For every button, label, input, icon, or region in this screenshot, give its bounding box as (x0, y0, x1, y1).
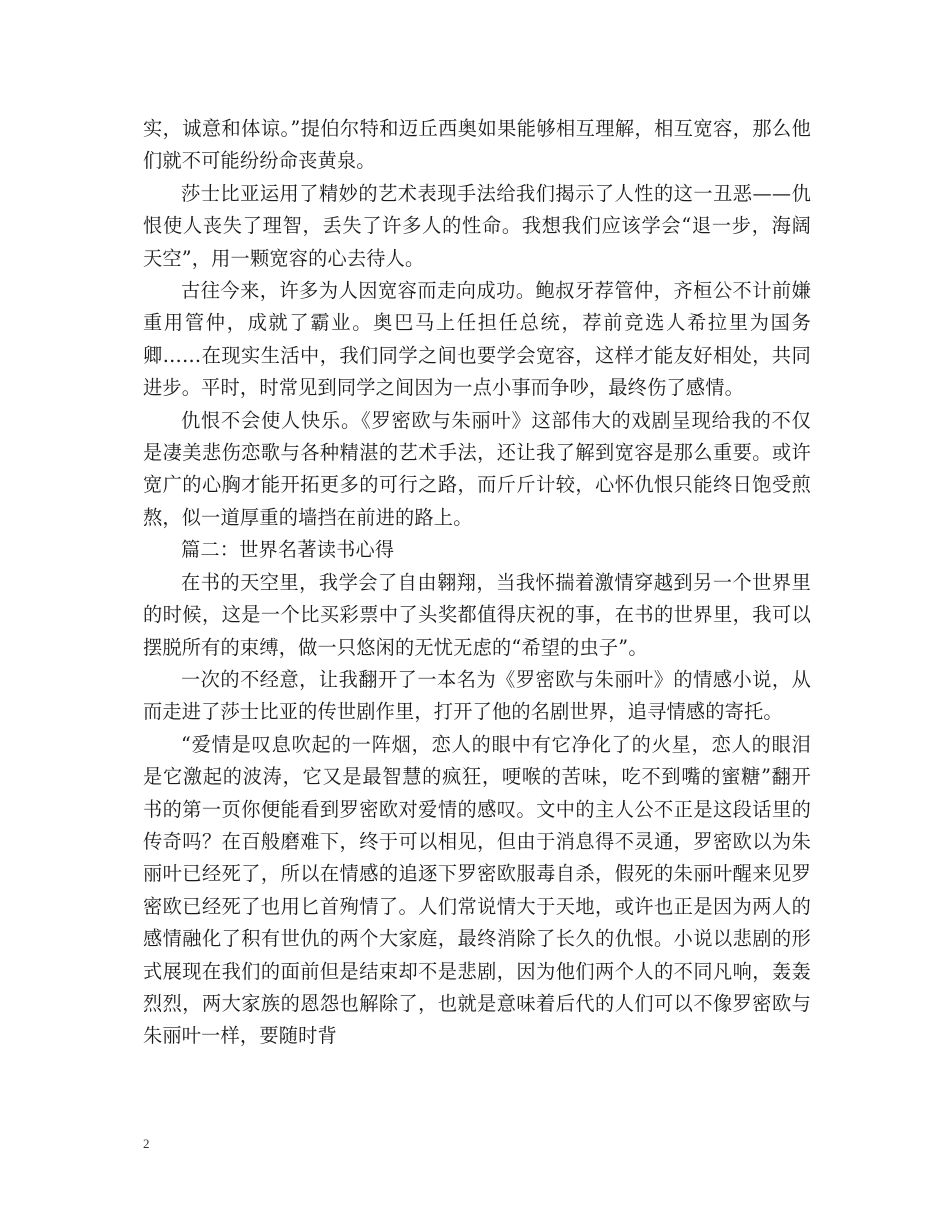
paragraph-book-sky: 在书的天空里，我学会了自由翱翔，当我怀揣着激情穿越到另一个世界里的时候，这是一个比买彩票中了头奖都值得庆祝的事，在书的世界里，我可以摆脱所有的束缚，做一只悠闲的无忧无虑的“希望的虫子”。 (143, 570, 811, 659)
paragraph-tolerance-examples: 古往今来，许多为人因宽容而走向成功。鲍叔牙荐管仲，齐桓公不计前嫌重用管仲，成就了霸业。奥巴马上任担任总统，荐前竞选人希拉里为国务卿……在现实生活中，我们同学之间也要学会宽容，这样才能友好相处，共同进步。平时，时常见到同学之间因为一点小事而争吵，最终伤了感情。 (143, 279, 811, 400)
page-number: 2 (143, 1136, 150, 1151)
paragraph-continuation: 实，诚意和体谅。”提伯尔特和迈丘西奥如果能够相互理解，相互宽容，那么他们就不可能纷纷命丧黄泉。 (143, 117, 811, 173)
paragraph-love-quote: “爱情是叹息吹起的一阵烟，恋人的眼中有它净化了的火星，恋人的眼泪是它激起的波涛，它又是最智慧的疯狂，哽喉的苦味，吃不到嘴的蜜糖”翻开书的第一页你便能看到罗密欧对爱情的感叹。文中的主人公不正是这段话里的传奇吗？在百般磨难下，终于可以相见，但由于消息得不灵通，罗密欧以为朱丽叶已经死了，所以在情感的追逐下罗密欧服毒自杀，假死的朱丽叶醒来见罗密欧已经死了也用匕首殉情了。人们常说情大于天地，或许也正是因为两人的感情融化了积有世仇的两个大家庭，最终消除了长久的仇恨。小说以悲剧的形式展现在我们的面前但是结束却不是悲剧，因为他们两个人的不同凡响，轰轰烈烈，两大家族的恩怨也解除了，也就是意味着后代的人们可以不像罗密欧与朱丽叶一样，要随时背 (143, 732, 811, 1048)
paragraph-shakespeare-technique: 莎士比亚运用了精妙的艺术表现手法给我们揭示了人性的这一丑恶——仇恨使人丧失了理智，丢失了许多人的性命。我想我们应该学会“退一步，海阔天空”，用一颗宽容的心去待人。 (143, 181, 811, 270)
section-heading: 篇二：世界名著读书心得 (181, 538, 395, 562)
paragraph-opening-novel: 一次的不经意，让我翻开了一本名为《罗密欧与朱丽叶》的情感小说，从而走进了莎士比亚的传世剧作里，打开了他的名剧世界，追寻情感的寄托。 (143, 667, 811, 724)
document-body (143, 113, 811, 1053)
paragraph-hatred-conclusion: 仇恨不会使人快乐。《罗密欧与朱丽叶》这部伟大的戏剧呈现给我的不仅是凄美悲伤恋歌与各种精湛的艺术手法，还让我了解到宽容是那么重要。或许宽广的心胸才能开拓更多的可行之路，而斤斤计较，心怀仇恨只能终日饱受煎熬，似一道厚重的墙挡在前进的路上。 (143, 408, 811, 529)
